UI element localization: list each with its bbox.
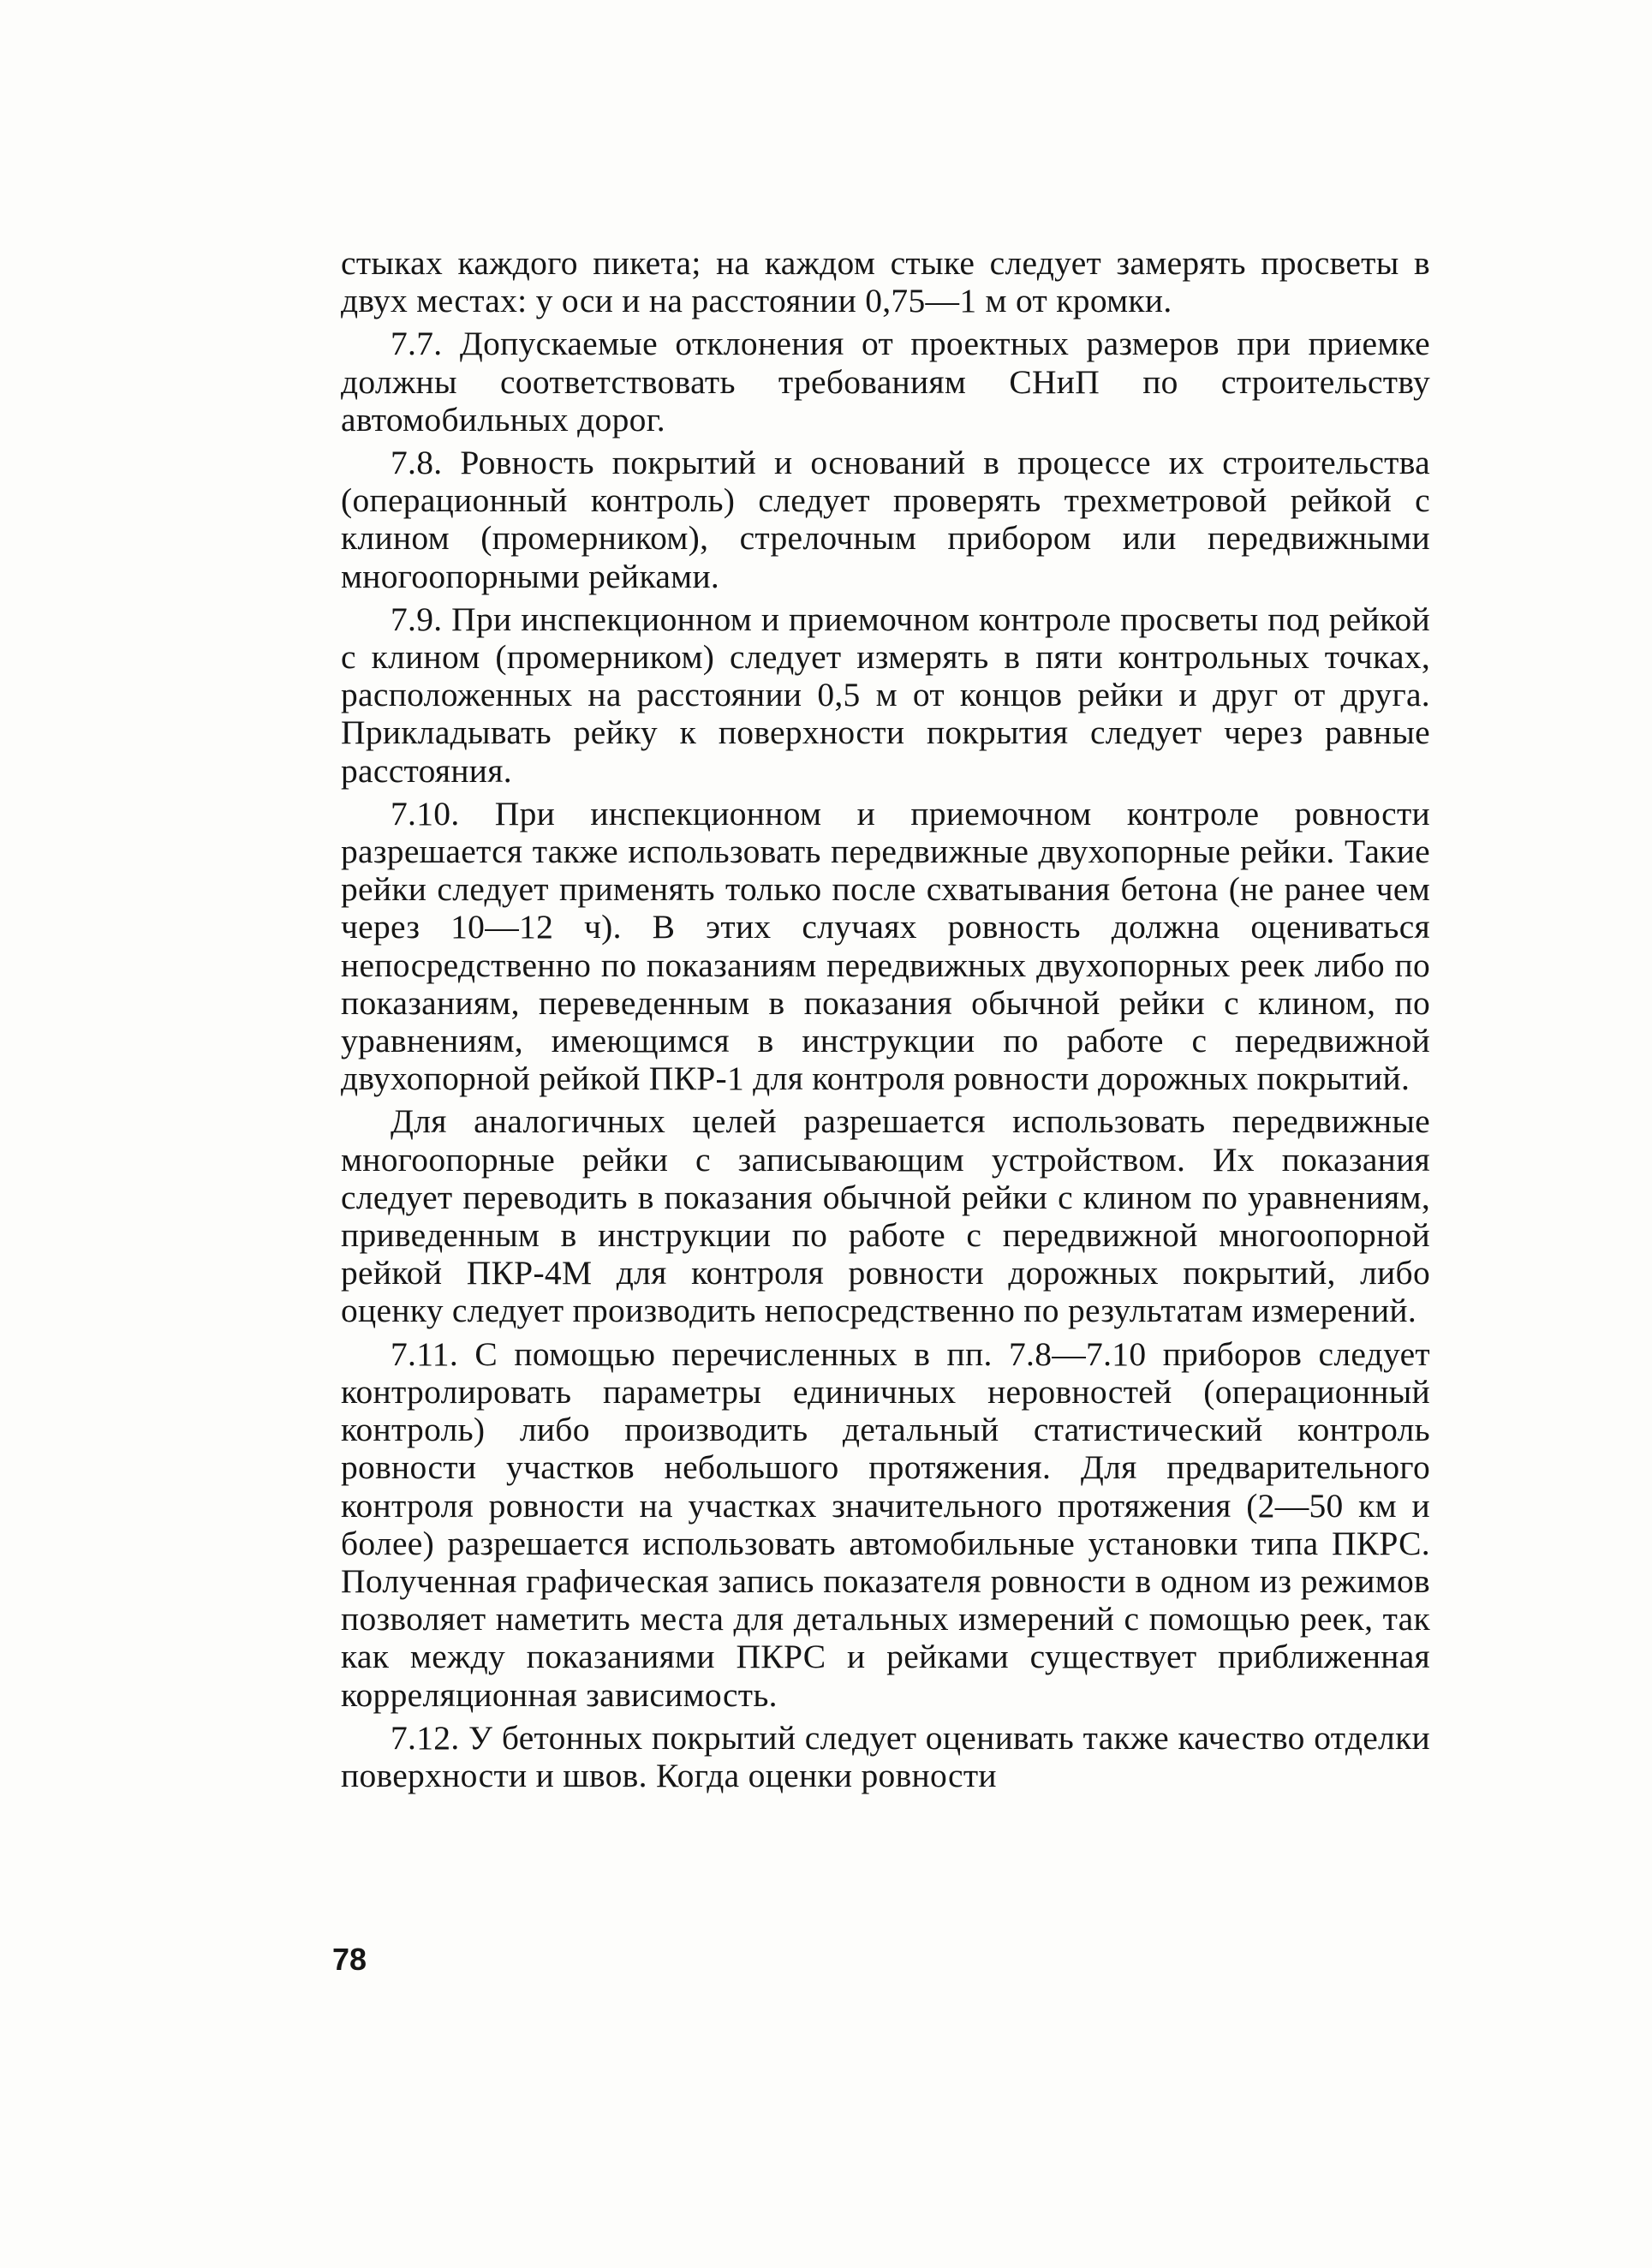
paragraph-7-11: 7.11. С помощью перечисленных в пп. 7.8—7.10 приборов следует контролировать параметры единичных неровностей (операционный контроль) либо производить детальный статистический контроль ровности участков небольшого протяжения. Для предварительного контроля ровности на участках значительного протяжения (2—50 км и более) разрешается использовать автомобильные установки типа ПКРС. Полученная графическая запись показателя ровности в одном из режимов позволяет наметить места для детальных измерений с помощью реек, так как между показаниями ПКРС и рейками существует приближенная корреляционная зависимость. bbox=[341, 1334, 1430, 1714]
body-text bbox=[341, 244, 1430, 1799]
paragraph-continuation: стыках каждого пикета; на каждом стыке следует замерять просветы в двух местах: у оси и на расстоянии 0,75—1 м от кромки. bbox=[341, 244, 1430, 320]
paragraph-7-9: 7.9. При инспекционном и приемочном контроле просветы под рейкой с клином (промерником) следует измерять в пяти контрольных точках, расположенных на расстоянии 0,5 м от концов рейки и друг от друга. Прикладывать рейку к поверхности покрытия следует через равные расстояния. bbox=[341, 600, 1430, 790]
paragraph-analogous-purposes: Для аналогичных целей разрешается использовать передвижные многоопорные рейки с записывающим устройством. Их показания следует переводить в показания обычной рейки с клином по уравнениям, приведенным в инструкции по работе с передвижной многоопорной рейкой ПКР-4М для контроля ровности дорожных покрытий, либо оценку следует производить непосредственно по результатам измерений. bbox=[341, 1102, 1430, 1330]
paragraph-7-8: 7.8. Ровность покрытий и оснований в процессе их строительства (операционный контроль) следует проверять трехметровой рейкой с клином (промерником), стрелочным прибором или передвижными многоопорными рейками. bbox=[341, 444, 1430, 595]
page-number: 78 bbox=[332, 1942, 367, 1977]
paragraph-7-10: 7.10. При инспекционном и приемочном контроле ровности разрешается также использовать передвижные двухопорные рейки. Такие рейки следует применять только после схватывания бетона (не ранее чем через 10—12 ч). В этих случаях ровность должна оцениваться непосредственно по показаниям передвижных двухопорных реек либо по показаниям, переведенным в показания обычной рейки с клином, по уравнениям, имеющимся в инструкции по работе с передвижной двухопорной рейкой ПКР-1 для контроля ровности дорожных покрытий. bbox=[341, 794, 1430, 1098]
paragraph-7-7: 7.7. Допускаемые отклонения от проектных размеров при приемке должны соответствовать требованиям СНиП по строительству автомобильных дорог. bbox=[341, 325, 1430, 439]
paragraph-7-12: 7.12. У бетонных покрытий следует оценивать также качество отделки поверхности и швов. Когда оценки ровности bbox=[341, 1718, 1430, 1794]
